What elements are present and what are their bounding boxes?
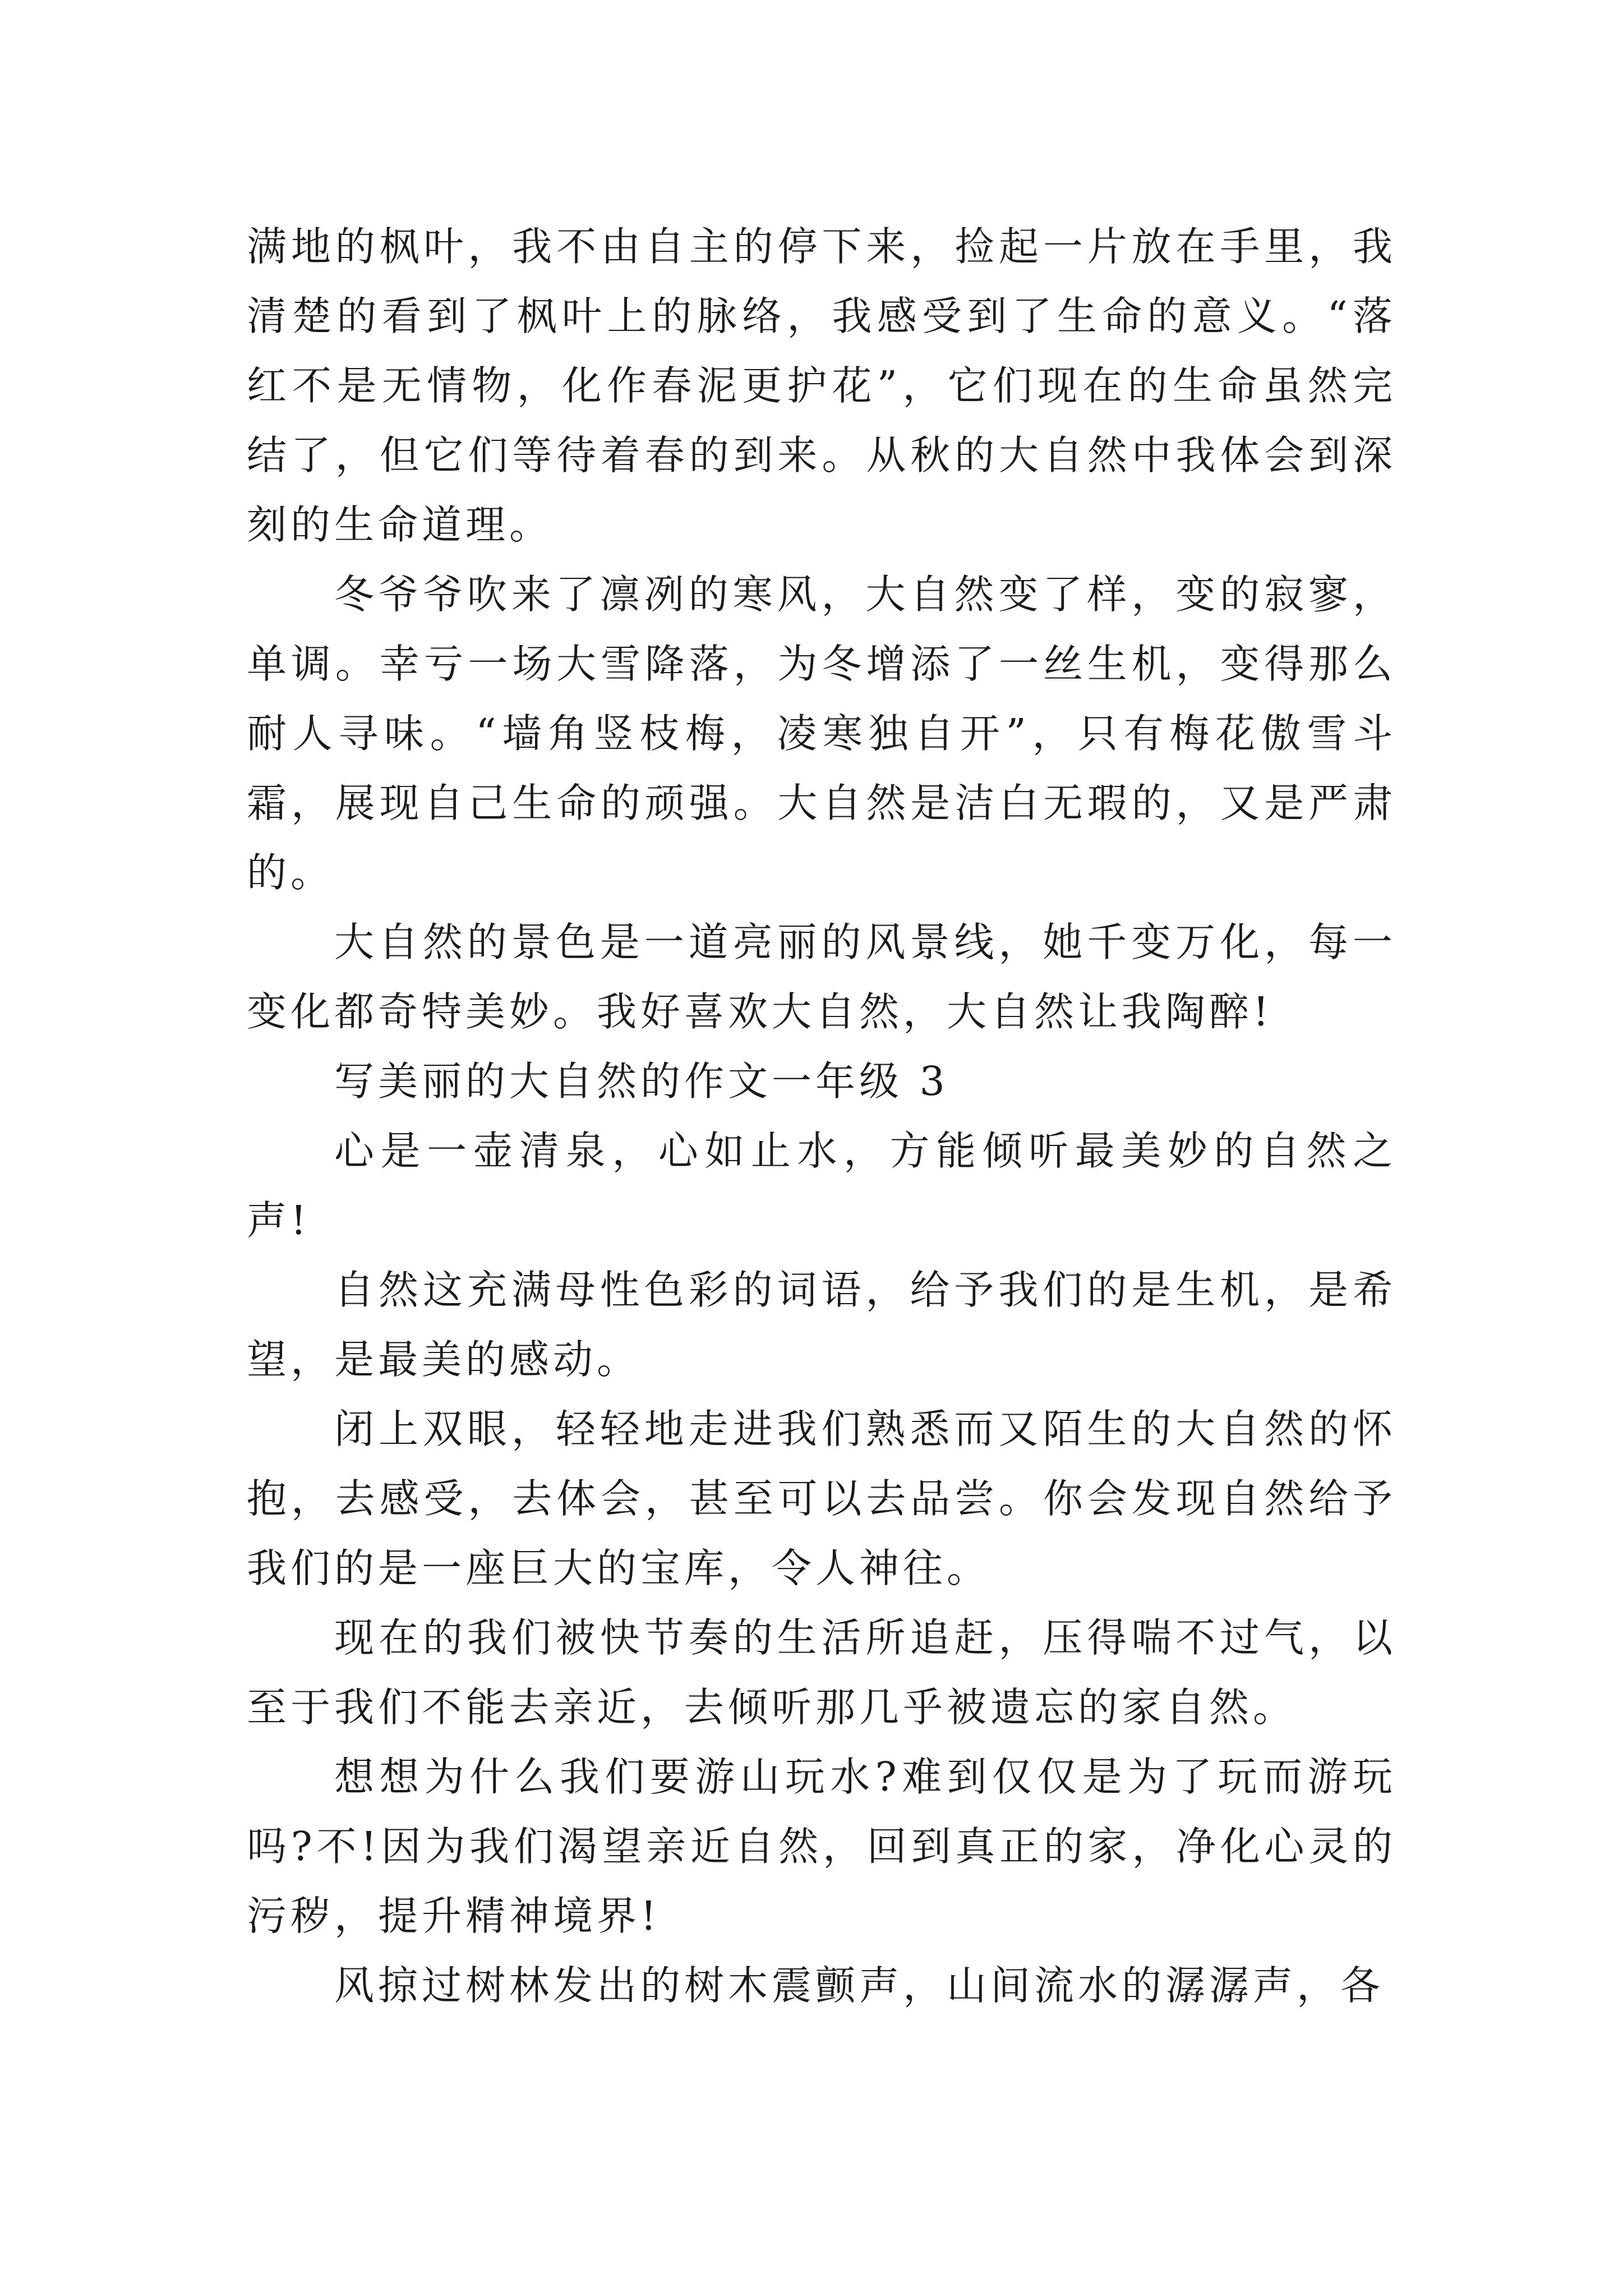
paragraph-why-travel: 想想为什么我们要游山玩水?难到仅仅是为了玩而游玩吗?不!因为我们渴望亲近自然，回到真正的家，净化心灵的污秽，提升精神境界! <box>247 1754 1396 1939</box>
paragraph-nature-word: 自然这充满母性色彩的词语，给予我们的是生机，是希望，是最美的感动。 <box>247 1267 1396 1383</box>
paragraph-wind-forest: 风掠过树林发出的树木震颤声，山间流水的潺潺声，各 <box>334 1962 1385 2009</box>
paragraph-clear-spring: 心是一壶清泉，心如止水，方能倾听最美妙的自然之声! <box>247 1128 1396 1244</box>
paragraph-nature-scenery: 大自然的景色是一道亮丽的风景线，她千变万化，每一变化都奇特美妙。我好喜欢大自然，大自然让我陶醉! <box>247 919 1396 1035</box>
paragraph-winter: 冬爷爷吹来了凛冽的寒风，大自然变了样，变的寂寥，单调。幸亏一场大雪降落，为冬增添了一丝生机，变得那么耐人寻味。“墙角竖枝梅，凌寒独自开”，只有梅花傲雪斗霜，展现自己生命的顽强。大自然是洁白无瑕的，又是严肃的。 <box>247 571 1396 896</box>
paragraph-autumn-leaves: 满地的枫叶，我不由自主的停下来，捡起一片放在手里，我清楚的看到了枫叶上的脉络，我感受到了生命的意义。“落红不是无情物，化作春泥更护花”，它们现在的生命虽然完结了，但它们等待着春的到来。从秋的大自然中我体会到深刻的生命道理。 <box>247 223 1396 548</box>
essay-body <box>247 212 1396 2021</box>
paragraph-fast-pace: 现在的我们被快节奏的生活所追赶，压得喘不过气，以至于我们不能去亲近，去倾听那几乎被遗忘的家自然。 <box>247 1614 1396 1731</box>
paragraph-close-eyes: 闭上双眼，轻轻地走进我们熟悉而又陌生的大自然的怀抱，去感受，去体会，甚至可以去品尝。你会发现自然给予我们的是一座巨大的宝库，令人神往。 <box>247 1406 1396 1591</box>
essay-heading: 写美丽的大自然的作文一年级 3 <box>334 1058 949 1105</box>
